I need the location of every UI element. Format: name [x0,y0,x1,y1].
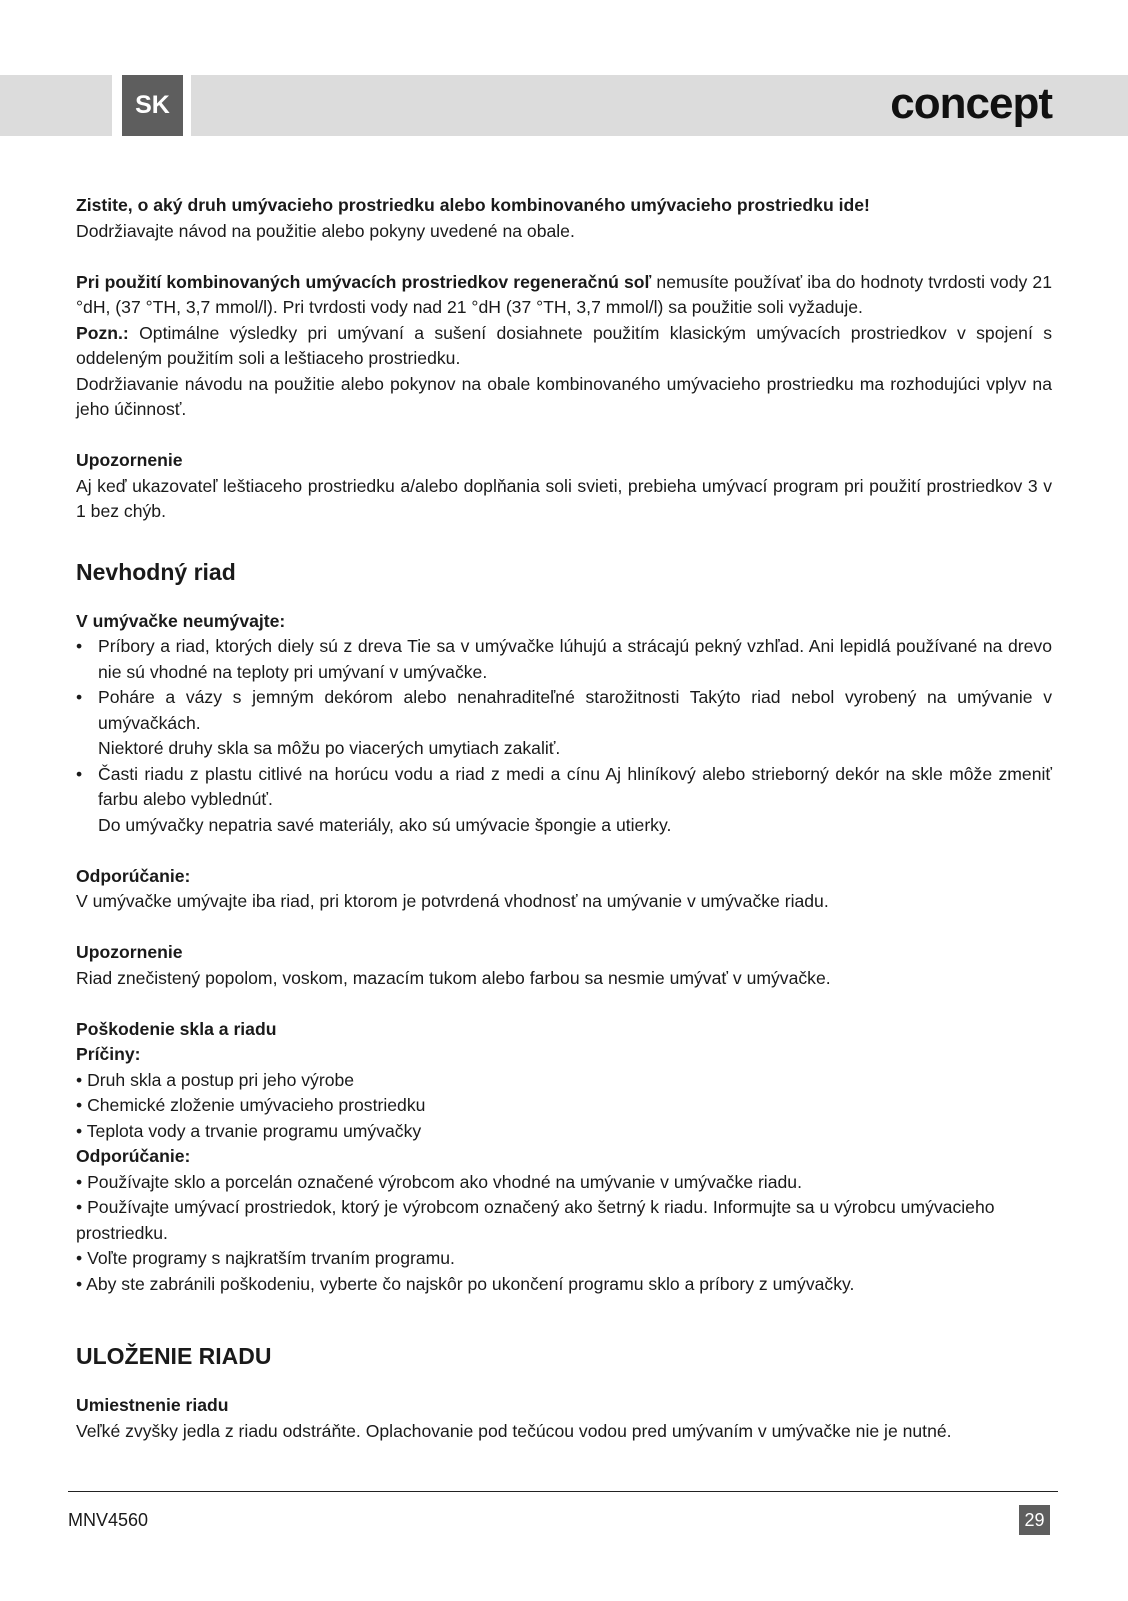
combined-bold: Pri použití kombinovaných umývacích prostriedkov regeneračnú soľ [76,271,652,292]
combined-paragraph [76,270,1052,321]
list-item: • Používajte sklo a porcelán označené výrobcom ako vhodné na umývanie v umývačke riadu. [76,1170,1052,1196]
causes-title: Príčiny: [76,1044,141,1064]
warning2-title: Upozornenie [76,942,183,962]
recommendation2-list [76,1170,1052,1298]
combined-text: nemusíte používať iba do hodnoty tvrdosti vody 21 °dH, (37 °TH, 3,7 mmol/l). Pri tvrdosti vody nad 21 °dH (37 °TH, 3,7 mmol/l) sa použitie soli vyžaduje. [76,271,1052,317]
intro-text: Dodržiavajte návod na použitie alebo pokyny uvedené na obale. [76,220,575,241]
page-content [76,193,1052,1444]
list-item: • Teplota vody a trvanie programu umývačky [76,1119,1052,1145]
do-not-wash-title: V umývačke neumývajte: [76,610,286,631]
note-paragraph [76,321,1052,372]
loading-heading: ULOŽENIE RIADU [76,1343,272,1369]
do-not-wash-cont1: Niektoré druhy skla sa môžu po viacerých umytiach zakaliť. [98,738,561,758]
list-item: • Časti riadu z plastu citlivé na horúcu vodu a riad z medi a cínu Aj hliníkový alebo strieborný dekór na skle môže zmeniť farbu alebo vyblednúť. [76,762,1052,813]
warning2-text: Riad znečistený popolom, voskom, mazacím tukom alebo farbou sa nesmie umývať v umývačke. [76,967,831,988]
page-number: 29 [1019,1505,1050,1535]
warning1-title: Upozornenie [76,450,183,470]
causes-list [76,1068,1052,1145]
list-item: • Poháre a vázy s jemným dekórom alebo nenahraditeľné starožitnosti Takýto riad nebol vyrobený na umývanie v umývačkách. [76,685,1052,736]
do-not-wash-cont2: Do umývačky nepatria savé materiály, ako sú umývacie špongie a utierky. [98,814,672,835]
list-item: • Druh skla a postup pri jeho výrobe [76,1068,1052,1094]
do-not-wash-list [76,634,1052,736]
list-item: • Voľte programy s najkratším trvaním programu. [76,1246,1052,1272]
placement-text: Veľké zvyšky jedla z riadu odstráňte. Oplachovanie pod tečúcou vodou pred umývaním v umývačke nie je nutné. [76,1420,952,1441]
compliance-text: Dodržiavanie návodu na použitie alebo pokynov na obale kombinovaného umývacieho prostriedku ma rozhodujúci vplyv na jeho účinnosť. [76,373,1052,419]
warning1-text: Aj keď ukazovateľ leštiaceho prostriedku a/alebo doplňania soli svieti, prebieha umývací program pri použití prostriedkov 3 v 1 bez chýb. [76,475,1052,521]
model-number: MNV4560 [68,1510,149,1530]
header-bar-left [0,75,112,136]
recommendation1-title: Odporúčanie: [76,865,191,886]
language-badge: SK [122,75,183,136]
list-item: • Chemické zloženie umývacieho prostriedku [76,1093,1052,1119]
footer-divider [68,1491,1058,1492]
list-item: • Používajte umývací prostriedok, ktorý je výrobcom označený ako šetrný k riadu. Informujte sa u výrobcu umývacieho prostriedku. [76,1195,1052,1246]
note-label: Pozn.: [76,322,129,343]
recommendation2-title: Odporúčanie: [76,1146,191,1166]
recommendation1-text: V umývačke umývajte iba riad, pri ktorom je potvrdená vhodnosť na umývanie v umývačke riadu. [76,891,829,911]
brand-logo: concept [890,79,1052,128]
list-item: • Príbory a riad, ktorých diely sú z dreva Tie sa v umývačke lúhujú a strácajú pekný vzhľad. Ani lepidlá používané na drevo nie sú vhodné na teploty pri umývaní v umývačke. [76,634,1052,685]
note-text: Optimálne výsledky pri umývaní a sušení dosiahnete použitím klasickým umývacích prostriedkov v spojení s oddeleným použitím soli a leštiaceho prostriedku. [76,322,1052,368]
placement-title: Umiestnenie riadu [76,1395,229,1415]
list-item: • Aby ste zabránili poškodeniu, vyberte čo najskôr po ukončení programu sklo a príbory z umývačky. [76,1272,1052,1298]
intro-heading: Zistite, o aký druh umývacieho prostriedku alebo kombinovaného umývacieho prostriedku ide! [76,195,870,215]
unsuitable-heading: Nevhodný riad [76,558,236,585]
damage-title: Poškodenie skla a riadu [76,1018,277,1039]
